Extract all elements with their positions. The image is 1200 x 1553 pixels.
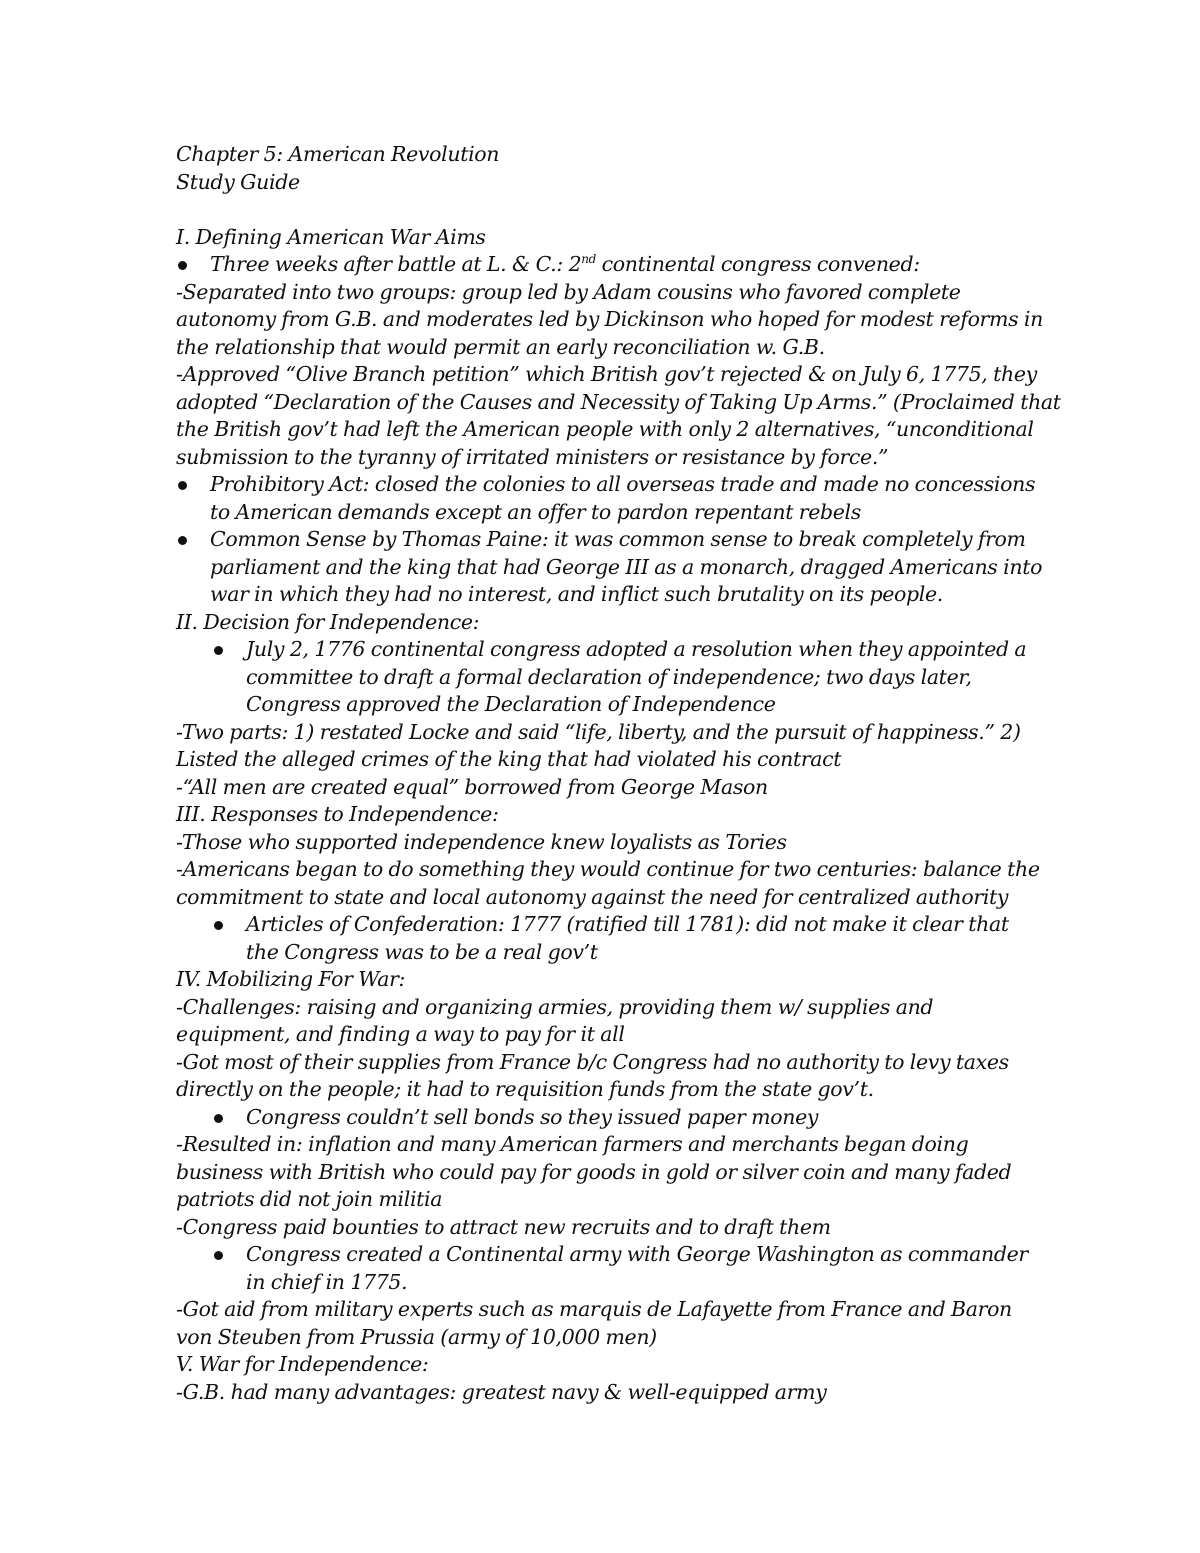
paragraph-line: the relationship that would permit an early reconciliation w. G.B. <box>176 334 825 359</box>
paragraph-line: -Challenges: raising and organizing armies, providing them w/ supplies and <box>176 994 934 1019</box>
bullet-text: Prohibitory Act: closed the colonies to all overseas trade and made no concessions <box>210 472 1036 496</box>
bullet-text: war in which they had no interest, and inflict such brutality on its people. <box>210 582 943 606</box>
section-heading-4: IV. Mobilizing For War: <box>176 967 406 991</box>
bullet-icon <box>178 536 187 545</box>
paragraph-line: -Those who supported independence knew loyalists as Tories <box>176 829 787 854</box>
bullet-item <box>176 251 1056 279</box>
paragraph-line: commitment to state and local autonomy against the need for centralized authority <box>176 884 1009 909</box>
bullet-text: July 2, 1776 continental congress adopted a resolution when they appointed a <box>246 637 1027 661</box>
paragraph-line: autonomy from G.B. and moderates led by Dickinson who hoped for modest reforms in <box>176 307 1043 331</box>
bullet-text: Three weeks after battle at L. & C.: 2nd continental congress convened: <box>210 252 920 276</box>
bullet-text: Congress created a Continental army with George Washington as commander <box>246 1242 1028 1266</box>
bullet-icon <box>214 646 223 655</box>
bullet-item <box>176 1104 1056 1132</box>
bullet-item <box>176 526 1056 609</box>
section-heading-2: II. Decision for Independence: <box>176 609 480 634</box>
paragraph-line: business with British who could pay for goods in gold or silver coin and many faded <box>176 1159 1012 1184</box>
bullet-item <box>176 471 1056 526</box>
bullet-text: to American demands except an offer to pardon repentant rebels <box>210 499 861 524</box>
paragraph-line: -Two parts: 1) restated Locke and said “life, liberty, and the pursuit of happiness.” 2) <box>176 719 1021 744</box>
paragraph-line: -Got aid from military experts such as marquis de Lafayette from France and Baron <box>176 1297 1012 1321</box>
section-heading-3: III. Responses to Independence: <box>176 802 499 826</box>
bullet-text: the Congress was to be a real gov’t <box>246 939 598 964</box>
bullet-icon <box>214 921 223 930</box>
paragraph-line: -Resulted in: inflation and many American farmers and merchants began doing <box>176 1132 969 1156</box>
bullet-icon <box>178 481 187 490</box>
bullet-text: Congress approved the Declaration of Independence <box>246 692 776 716</box>
paragraph-line: -Americans began to do something they would continue for two centuries: balance the <box>176 857 1040 881</box>
bullet-item <box>176 911 1056 966</box>
paragraph-line: -Approved “Olive Branch petition” which British gov’t rejected & on July 6, 1775, they <box>176 362 1037 386</box>
paragraph-line: -“All men are created equal” borrowed from George Mason <box>176 774 768 799</box>
paragraph-line: von Steuben from Prussia (army of 10,000 men) <box>176 1324 657 1349</box>
bullet-item <box>176 636 1056 719</box>
paragraph-line: -Got most of their supplies from France b/c Congress had no authority to levy taxes <box>176 1049 1009 1074</box>
bullet-item <box>176 1241 1056 1296</box>
document-title: Chapter 5: American Revolution <box>176 142 500 166</box>
section-heading-5: V. War for Independence: <box>176 1352 429 1376</box>
bullet-text: Articles of Confederation: 1777 (ratified till 1781): did not make it clear that <box>246 912 1009 936</box>
bullet-text: committee to draft a formal declaration of independence; two days later, <box>246 664 972 689</box>
paragraph-line: Listed the alleged crimes of the king that had violated his contract <box>176 747 842 771</box>
document-body <box>176 141 1061 1406</box>
bullet-text: parliament and the king that had George III as a monarch, dragged Americans into <box>210 554 1043 579</box>
bullet-text: Congress couldn’t sell bonds so they issued paper money <box>246 1104 819 1129</box>
document-subtitle: Study Guide <box>176 169 300 194</box>
paragraph-line: submission to the tyranny of irritated ministers or resistance by force.” <box>176 444 889 469</box>
paragraph-line: directly on the people; it had to requisition funds from the state gov’t. <box>176 1077 874 1101</box>
paragraph-line: -G.B. had many advantages: greatest navy & well-equipped army <box>176 1379 827 1404</box>
paragraph-line: -Separated into two groups: group led by Adam cousins who favored complete <box>176 279 961 304</box>
paragraph-line: the British gov’t had left the American people with only 2 alternatives, “unconditional <box>176 417 1034 441</box>
bullet-icon <box>214 1114 223 1123</box>
bullet-text: Common Sense by Thomas Paine: it was common sense to break completely from <box>210 527 1026 551</box>
bullet-icon <box>214 1251 223 1260</box>
bullet-icon <box>178 261 187 270</box>
section-heading-1: I. Defining American War Aims <box>176 224 486 249</box>
paragraph-line: patriots did not join militia <box>176 1187 443 1211</box>
paragraph-line: adopted “Declaration of the Causes and Necessity of Taking Up Arms.” (Proclaimed that <box>176 389 1061 414</box>
blank-line <box>176 196 1056 224</box>
paragraph-line: equipment, and finding a way to pay for it all <box>176 1022 625 1046</box>
bullet-text: in chief in 1775. <box>246 1269 408 1294</box>
paragraph-line: -Congress paid bounties to attract new recruits and to draft them <box>176 1214 831 1239</box>
